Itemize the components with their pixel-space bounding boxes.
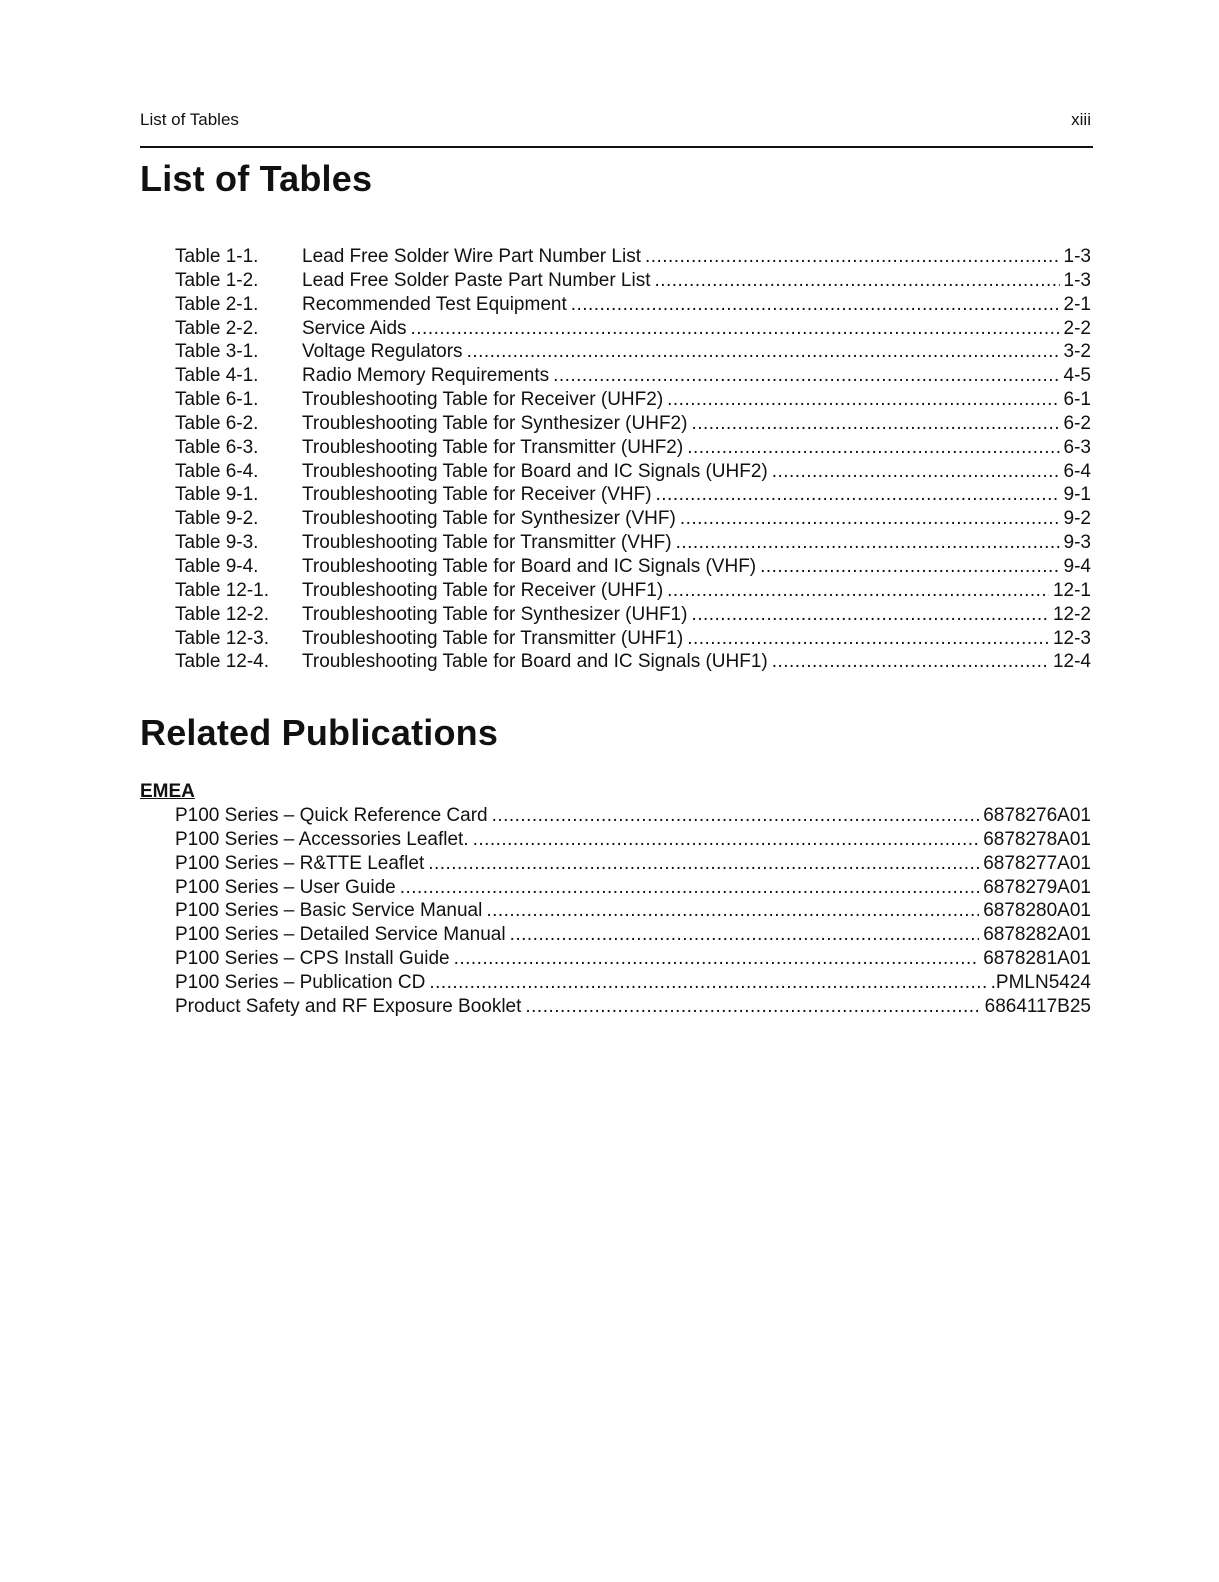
publication-part-number: 6878277A01 <box>983 852 1091 874</box>
table-title: Lead Free Solder Wire Part Number List <box>302 246 641 267</box>
table-page-number: 9-4 <box>1063 555 1091 577</box>
table-number: Table 9-4. <box>175 555 259 577</box>
dot-leader <box>571 293 1060 317</box>
dot-leader <box>655 269 1060 293</box>
publication-list-item[interactable] <box>175 852 1091 876</box>
dot-leader <box>691 603 1049 627</box>
table-list-item[interactable] <box>175 483 1091 507</box>
table-list-item[interactable] <box>175 603 1091 627</box>
table-page-number: 2-2 <box>1063 317 1091 339</box>
publication-title: P100 Series – Basic Service Manual <box>175 900 483 922</box>
table-number: Table 9-3. <box>175 532 259 554</box>
running-header <box>140 109 1091 131</box>
publication-part-number: .PMLN5424 <box>990 971 1091 993</box>
publication-list-item[interactable] <box>175 923 1091 947</box>
publication-title: P100 Series – Accessories Leaflet. <box>175 828 469 850</box>
page-title: List of Tables <box>140 158 373 199</box>
table-list-item[interactable] <box>175 269 1091 293</box>
publication-list <box>175 804 1091 1019</box>
dot-leader <box>772 460 1060 484</box>
publication-title: Product Safety and RF Exposure Booklet <box>175 995 522 1017</box>
table-page-number: 1-3 <box>1063 269 1091 291</box>
table-page-number: 4-5 <box>1063 365 1091 387</box>
table-number: Table 12-2. <box>175 603 270 625</box>
table-number: Table 6-2. <box>175 412 259 434</box>
publication-title: P100 Series – Quick Reference Card <box>175 805 488 826</box>
table-page-number: 6-2 <box>1063 412 1091 434</box>
table-page-number: 12-4 <box>1052 651 1091 673</box>
table-list-item[interactable] <box>175 293 1091 317</box>
publication-part-number: 6864117B25 <box>984 995 1091 1017</box>
dot-leader <box>411 317 1060 341</box>
table-number: Table 9-2. <box>175 508 259 530</box>
table-list-item[interactable] <box>175 317 1091 341</box>
table-list-item[interactable] <box>175 627 1091 651</box>
table-list-item[interactable] <box>175 388 1091 412</box>
table-title: Troubleshooting Table for Board and IC Signals (VHF) <box>302 555 757 577</box>
table-number: Table 12-3. <box>175 627 270 649</box>
publication-title: P100 Series – Publication CD <box>175 971 426 993</box>
table-list-item[interactable] <box>175 579 1091 603</box>
region-label: EMEA <box>140 781 195 802</box>
header-page-number: xiii <box>1071 110 1091 129</box>
publication-part-number: 6878281A01 <box>983 948 1091 970</box>
header-rule <box>140 146 1093 148</box>
dot-leader <box>687 436 1059 460</box>
table-page-number: 1-3 <box>1063 246 1091 267</box>
table-list <box>175 245 1091 674</box>
table-number: Table 6-3. <box>175 436 259 458</box>
publication-title: P100 Series – CPS Install Guide <box>175 948 450 970</box>
table-title: Troubleshooting Table for Board and IC Signals (UHF1) <box>302 651 768 673</box>
table-list-item[interactable] <box>175 436 1091 460</box>
publication-part-number: 6878282A01 <box>983 924 1091 946</box>
table-title: Troubleshooting Table for Receiver (UHF1) <box>302 579 664 601</box>
publication-list-item[interactable] <box>175 947 1091 971</box>
table-list-item[interactable] <box>175 460 1091 484</box>
table-page-number: 12-1 <box>1052 579 1091 601</box>
table-title: Troubleshooting Table for Transmitter (VHF) <box>302 532 672 554</box>
table-page-number: 9-1 <box>1063 484 1091 506</box>
publication-list-item[interactable] <box>175 971 1091 995</box>
header-section-title: List of Tables <box>140 110 239 129</box>
table-title: Lead Free Solder Paste Part Number List <box>302 269 651 291</box>
publication-list-item[interactable] <box>175 828 1091 852</box>
table-number: Table 2-2. <box>175 317 259 339</box>
dot-leader <box>667 388 1059 412</box>
table-number: Table 9-1. <box>175 484 259 506</box>
table-list-item[interactable] <box>175 245 1091 269</box>
publication-part-number: 6878278A01 <box>983 828 1091 850</box>
publication-title: P100 Series – User Guide <box>175 876 396 898</box>
table-page-number: 12-2 <box>1052 603 1091 625</box>
dot-leader <box>691 412 1059 436</box>
dot-leader <box>656 483 1060 507</box>
dot-leader <box>467 340 1060 364</box>
publication-part-number: 6878276A01 <box>983 805 1091 826</box>
table-title: Troubleshooting Table for Transmitter (UHF1) <box>302 627 684 649</box>
table-list-item[interactable] <box>175 650 1091 674</box>
table-number: Table 3-1. <box>175 341 259 363</box>
table-page-number: 2-1 <box>1063 293 1091 315</box>
dot-leader <box>676 531 1060 555</box>
dot-leader <box>680 507 1060 531</box>
table-number: Table 12-1. <box>175 579 270 601</box>
table-page-number: 6-1 <box>1063 389 1091 411</box>
dot-leader <box>486 899 979 923</box>
table-list-item[interactable] <box>175 340 1091 364</box>
publication-list-item[interactable] <box>175 899 1091 923</box>
table-title: Troubleshooting Table for Synthesizer (VHF) <box>302 508 676 530</box>
table-number: Table 12-4. <box>175 651 270 673</box>
table-title: Troubleshooting Table for Synthesizer (UHF2) <box>302 412 688 434</box>
dot-leader <box>492 804 980 828</box>
table-number: Table 6-1. <box>175 389 259 411</box>
table-list-item[interactable] <box>175 531 1091 555</box>
table-title: Troubleshooting Table for Board and IC Signals (UHF2) <box>302 460 768 482</box>
table-page-number: 3-2 <box>1063 341 1091 363</box>
table-page-number: 6-3 <box>1063 436 1091 458</box>
dot-leader <box>760 555 1059 579</box>
dot-leader <box>525 995 980 1019</box>
dot-leader <box>687 627 1049 651</box>
dot-leader <box>667 579 1049 603</box>
dot-leader <box>772 650 1049 674</box>
dot-leader <box>454 947 980 971</box>
dot-leader <box>645 245 1060 269</box>
table-page-number: 9-2 <box>1063 508 1091 530</box>
dot-leader <box>400 876 979 900</box>
publication-part-number: 6878279A01 <box>983 876 1091 898</box>
table-title: Voltage Regulators <box>302 341 463 363</box>
dot-leader <box>510 923 980 947</box>
dot-leader <box>428 852 979 876</box>
table-title: Troubleshooting Table for Transmitter (UHF2) <box>302 436 684 458</box>
table-number: Table 1-1. <box>175 246 259 267</box>
table-title: Recommended Test Equipment <box>302 293 567 315</box>
table-list-item[interactable] <box>175 555 1091 579</box>
table-list-item[interactable] <box>175 412 1091 436</box>
table-number: Table 4-1. <box>175 365 259 387</box>
table-title: Troubleshooting Table for Receiver (UHF2) <box>302 389 664 411</box>
table-title: Radio Memory Requirements <box>302 365 550 387</box>
publication-part-number: 6878280A01 <box>983 900 1091 922</box>
table-number: Table 2-1. <box>175 293 259 315</box>
table-page-number: 6-4 <box>1063 460 1091 482</box>
table-title: Troubleshooting Table for Synthesizer (UHF1) <box>302 603 688 625</box>
table-title: Troubleshooting Table for Receiver (VHF) <box>302 484 652 506</box>
publication-list-item[interactable] <box>175 804 1091 828</box>
dot-leader <box>473 828 980 852</box>
publication-title: P100 Series – R&TTE Leaflet <box>175 852 425 874</box>
table-page-number: 9-3 <box>1063 532 1091 554</box>
table-title: Service Aids <box>302 317 407 339</box>
dot-leader <box>429 971 986 995</box>
dot-leader <box>553 364 1059 388</box>
publication-list-item[interactable] <box>175 876 1091 900</box>
table-list-item[interactable] <box>175 364 1091 388</box>
table-page-number: 12-3 <box>1052 627 1091 649</box>
table-list-item[interactable] <box>175 507 1091 531</box>
table-number: Table 6-4. <box>175 460 259 482</box>
publication-title: P100 Series – Detailed Service Manual <box>175 924 506 946</box>
publication-list-item[interactable] <box>175 995 1091 1019</box>
related-publications-title: Related Publications <box>140 712 499 753</box>
table-number: Table 1-2. <box>175 269 259 291</box>
